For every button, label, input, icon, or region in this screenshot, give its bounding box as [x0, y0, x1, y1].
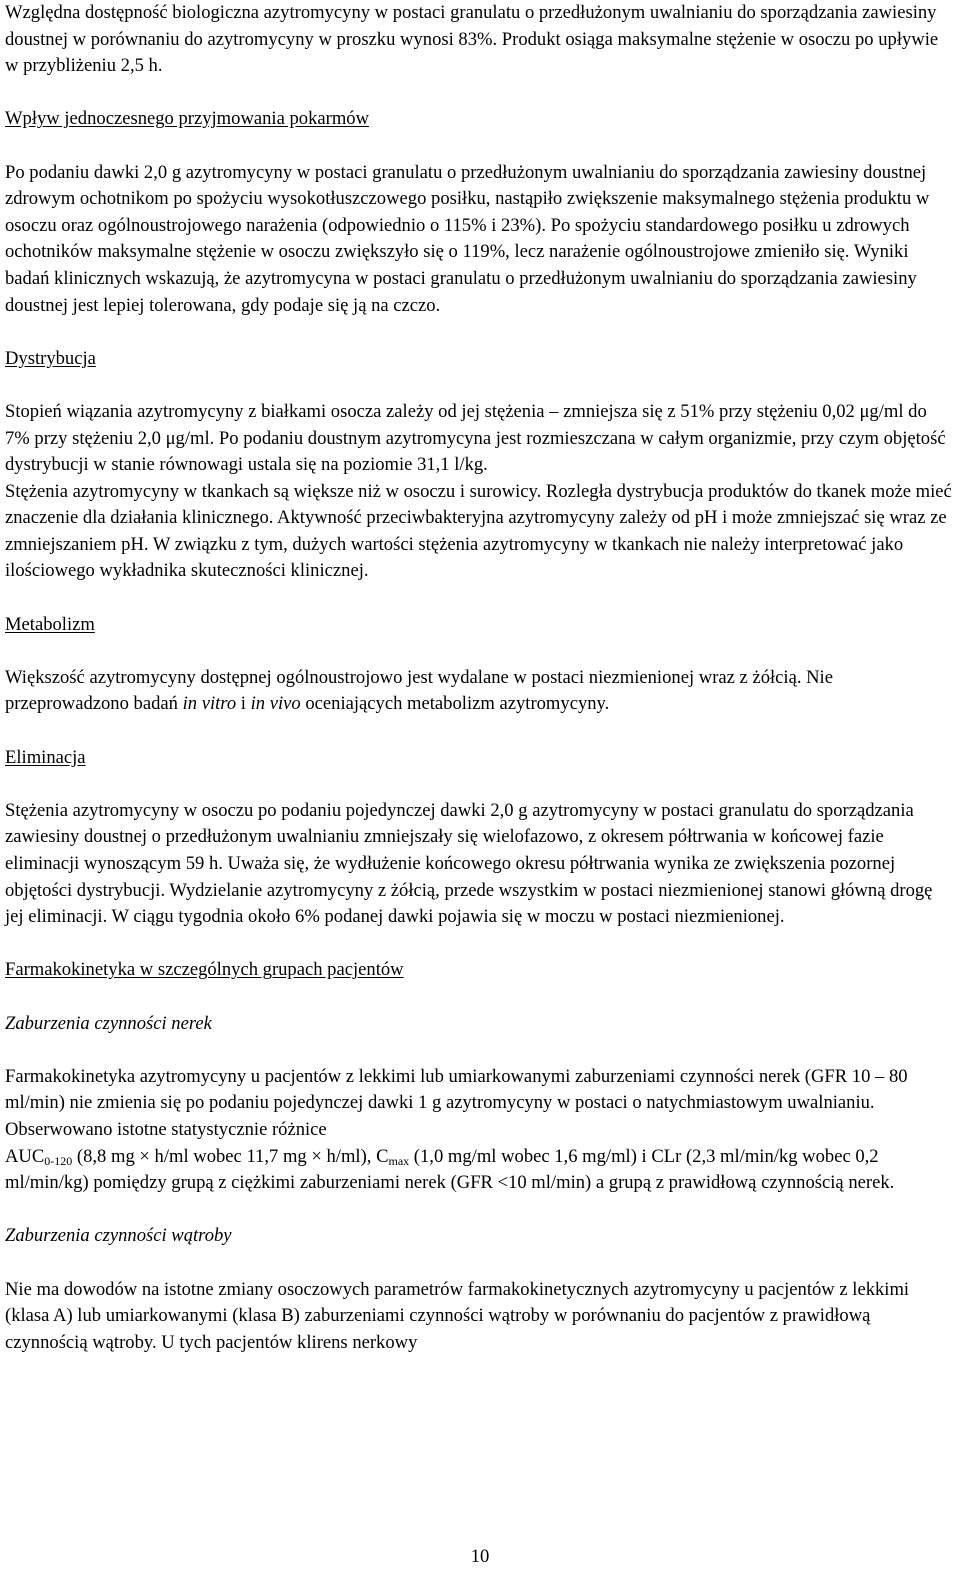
metabolism-paragraph [5, 665, 955, 718]
heading-distribution: Dystrybucja [5, 347, 96, 369]
spacer [5, 638, 955, 665]
spacer [5, 80, 955, 107]
spacer [5, 1037, 955, 1064]
spacer [5, 372, 955, 399]
food-effect-paragraph: Po podaniu dawki 2,0 g azytromycyny w postaci granulatu o przedłużonym uwalnianiu do sporządzania zawiesiny doustnej zdrowym ochotnikom po spożyciu wysokotłuszczowego posiłku, nastąpiło zwiększenie maksymalnego stężenia produktu w osoczu oraz ogólnoustrojowego narażenia (odpowiednio o 115% i 23%). Po spożyciu standardowego posiłku u zdrowych ochotników maksymalne stężenie w osoczu zwiększyło się o 119%, lecz narażenie ogólnoustrojowe zmieniło się. Wyniki badań klinicznych wskazują, że azytromycyna w postaci granulatu o przedłużonym uwalnianiu do sporządzania zawiesiny doustnej jest lepiej tolerowana, gdy podaje się ją na czczo. [5, 161, 930, 316]
auc-label: AUC [5, 1145, 45, 1167]
spacer [5, 1250, 955, 1277]
metabolism-text-post: oceniających metabolizm azytromycyny. [300, 693, 610, 715]
spacer [5, 931, 955, 958]
distribution-paragraph-1: Stopień wiązania azytromycyny z białkami osocza zależy od jej stężenia – zmniejsza się z 51% przy stężeniu 0,02 μg/ml do 7% przy stężeniu 2,0 μg/ml. Po podaniu doustnym azytromycyna jest rozmieszczana w całym organizmie, przy czym objętość dystrybucji w stanie równowagi ustala się na poziomie 31,1 l/kg. [5, 400, 946, 476]
auc-subscript: 0-120 [44, 1153, 73, 1168]
spacer [5, 1197, 955, 1224]
document-page [5, 0, 955, 1356]
spacer [5, 718, 955, 745]
renal-paragraph [5, 1064, 955, 1197]
spacer [5, 585, 955, 612]
metabolism-in-vivo: in vivo [250, 693, 301, 715]
renal-text-2: (8,8 mg × h/ml wobec 11,7 mg × h/ml), C [72, 1145, 389, 1167]
metabolism-in-vitro: in vitro [182, 693, 237, 715]
metabolism-text-pre: Większość azytromycyny dostępnej ogólnoustrojowo jest wydalane w postaci niezmienionej wraz z żółcią. Nie przeprowadzono badań [5, 666, 833, 715]
subheading-renal-impairment: Zaburzenia czynności nerek [5, 1012, 212, 1034]
spacer [5, 133, 955, 160]
intro-paragraph: Względna dostępność biologiczna azytromycyny w postaci granulatu o przedłużonym uwalnianiu do sporządzania zawiesiny doustnej w porównaniu do azytromycyny w proszku wynosi 83%. Produkt osiąga maksymalne stężenie w osoczu po upływie w przybliżeniu 2,5 h. [5, 2, 939, 77]
heading-food-effect: Wpływ jednoczesnego przyjmowania pokarmów [5, 108, 370, 130]
metabolism-text-mid: i [236, 693, 251, 715]
spacer [5, 984, 955, 1011]
spacer [5, 319, 955, 346]
heading-elimination: Eliminacja [5, 746, 86, 768]
spacer [5, 771, 955, 798]
cmax-subscript: max [388, 1153, 410, 1168]
elimination-paragraph: Stężenia azytromycyny w osoczu po podaniu pojedynczej dawki 2,0 g azytromycyny w postaci granulatu do sporządzania zawiesiny doustnej o przedłużonym uwalnianiu zmniejszały się wielofazowo, z okresem półtrwania w końcowej fazie eliminacji wynoszącym 59 h. Uważa się, że wydłużenie końcowego okresu półtrwania wynika ze zwiększenia pozornej objętości dystrybucji. Wydzielanie azytromycyny z żółcią, przede wszystkim w postaci niezmienionej stanowi główną drogę jej eliminacji. W ciągu tygodnia około 6% podanej dawki pojawia się w moczu w postaci niezmienionej. [5, 799, 933, 928]
distribution-paragraph-2: Stężenia azytromycyny w tkankach są większe niż w osoczu i surowicy. Rozległa dystrybucja produktów do tkanek może mieć znaczenie dla działania klinicznego. Aktywność przeciwbakteryjna azytromycyny zależy od pH i może zmniejszać się wraz ze zmniejszaniem pH. W związku z tym, dużych wartości stężenia azytromycyny w tkankach nie należy interpretować jako ilościowego wykładnika skuteczności klinicznej. [5, 480, 952, 582]
heading-special-populations: Farmakokinetyka w szczególnych grupach pacjentów [5, 959, 404, 981]
renal-text-3: (1,0 mg/ml wobec 1,6 mg/ml) i CLr (2,3 ml/min/kg wobec 0,2 ml/min/kg) pomiędzy grupą z ciężkimi zaburzeniami nerek (GFR <10 ml/min) a grupą z prawidłową czynnością nerek. [5, 1145, 895, 1194]
subheading-hepatic-impairment: Zaburzenia czynności wątroby [5, 1225, 232, 1247]
page-number: 10 [470, 1546, 490, 1567]
heading-metabolism: Metabolizm [5, 613, 95, 635]
hepatic-paragraph: Nie ma dowodów na istotne zmiany osoczowych parametrów farmakokinetycznych azytromycyny u pacjentów z lekkimi (klasa A) lub umiarkowanymi (klasa B) zaburzeniami czynności wątroby w porównaniu do pacjentów z prawidłową czynnością wątroby. U tych pacjentów klirens nerkowy [5, 1278, 910, 1353]
renal-text-1: Farmakokinetyka azytromycyny u pacjentów z lekkimi lub umiarkowanymi zaburzeniami czynności nerek (GFR 10 – 80 ml/min) nie zmienia się po podaniu pojedynczej dawki 1 g azytromycyny w postaci o natychmiastowym uwalnianiu. Obserwowano istotne statystycznie różnice [5, 1065, 908, 1140]
